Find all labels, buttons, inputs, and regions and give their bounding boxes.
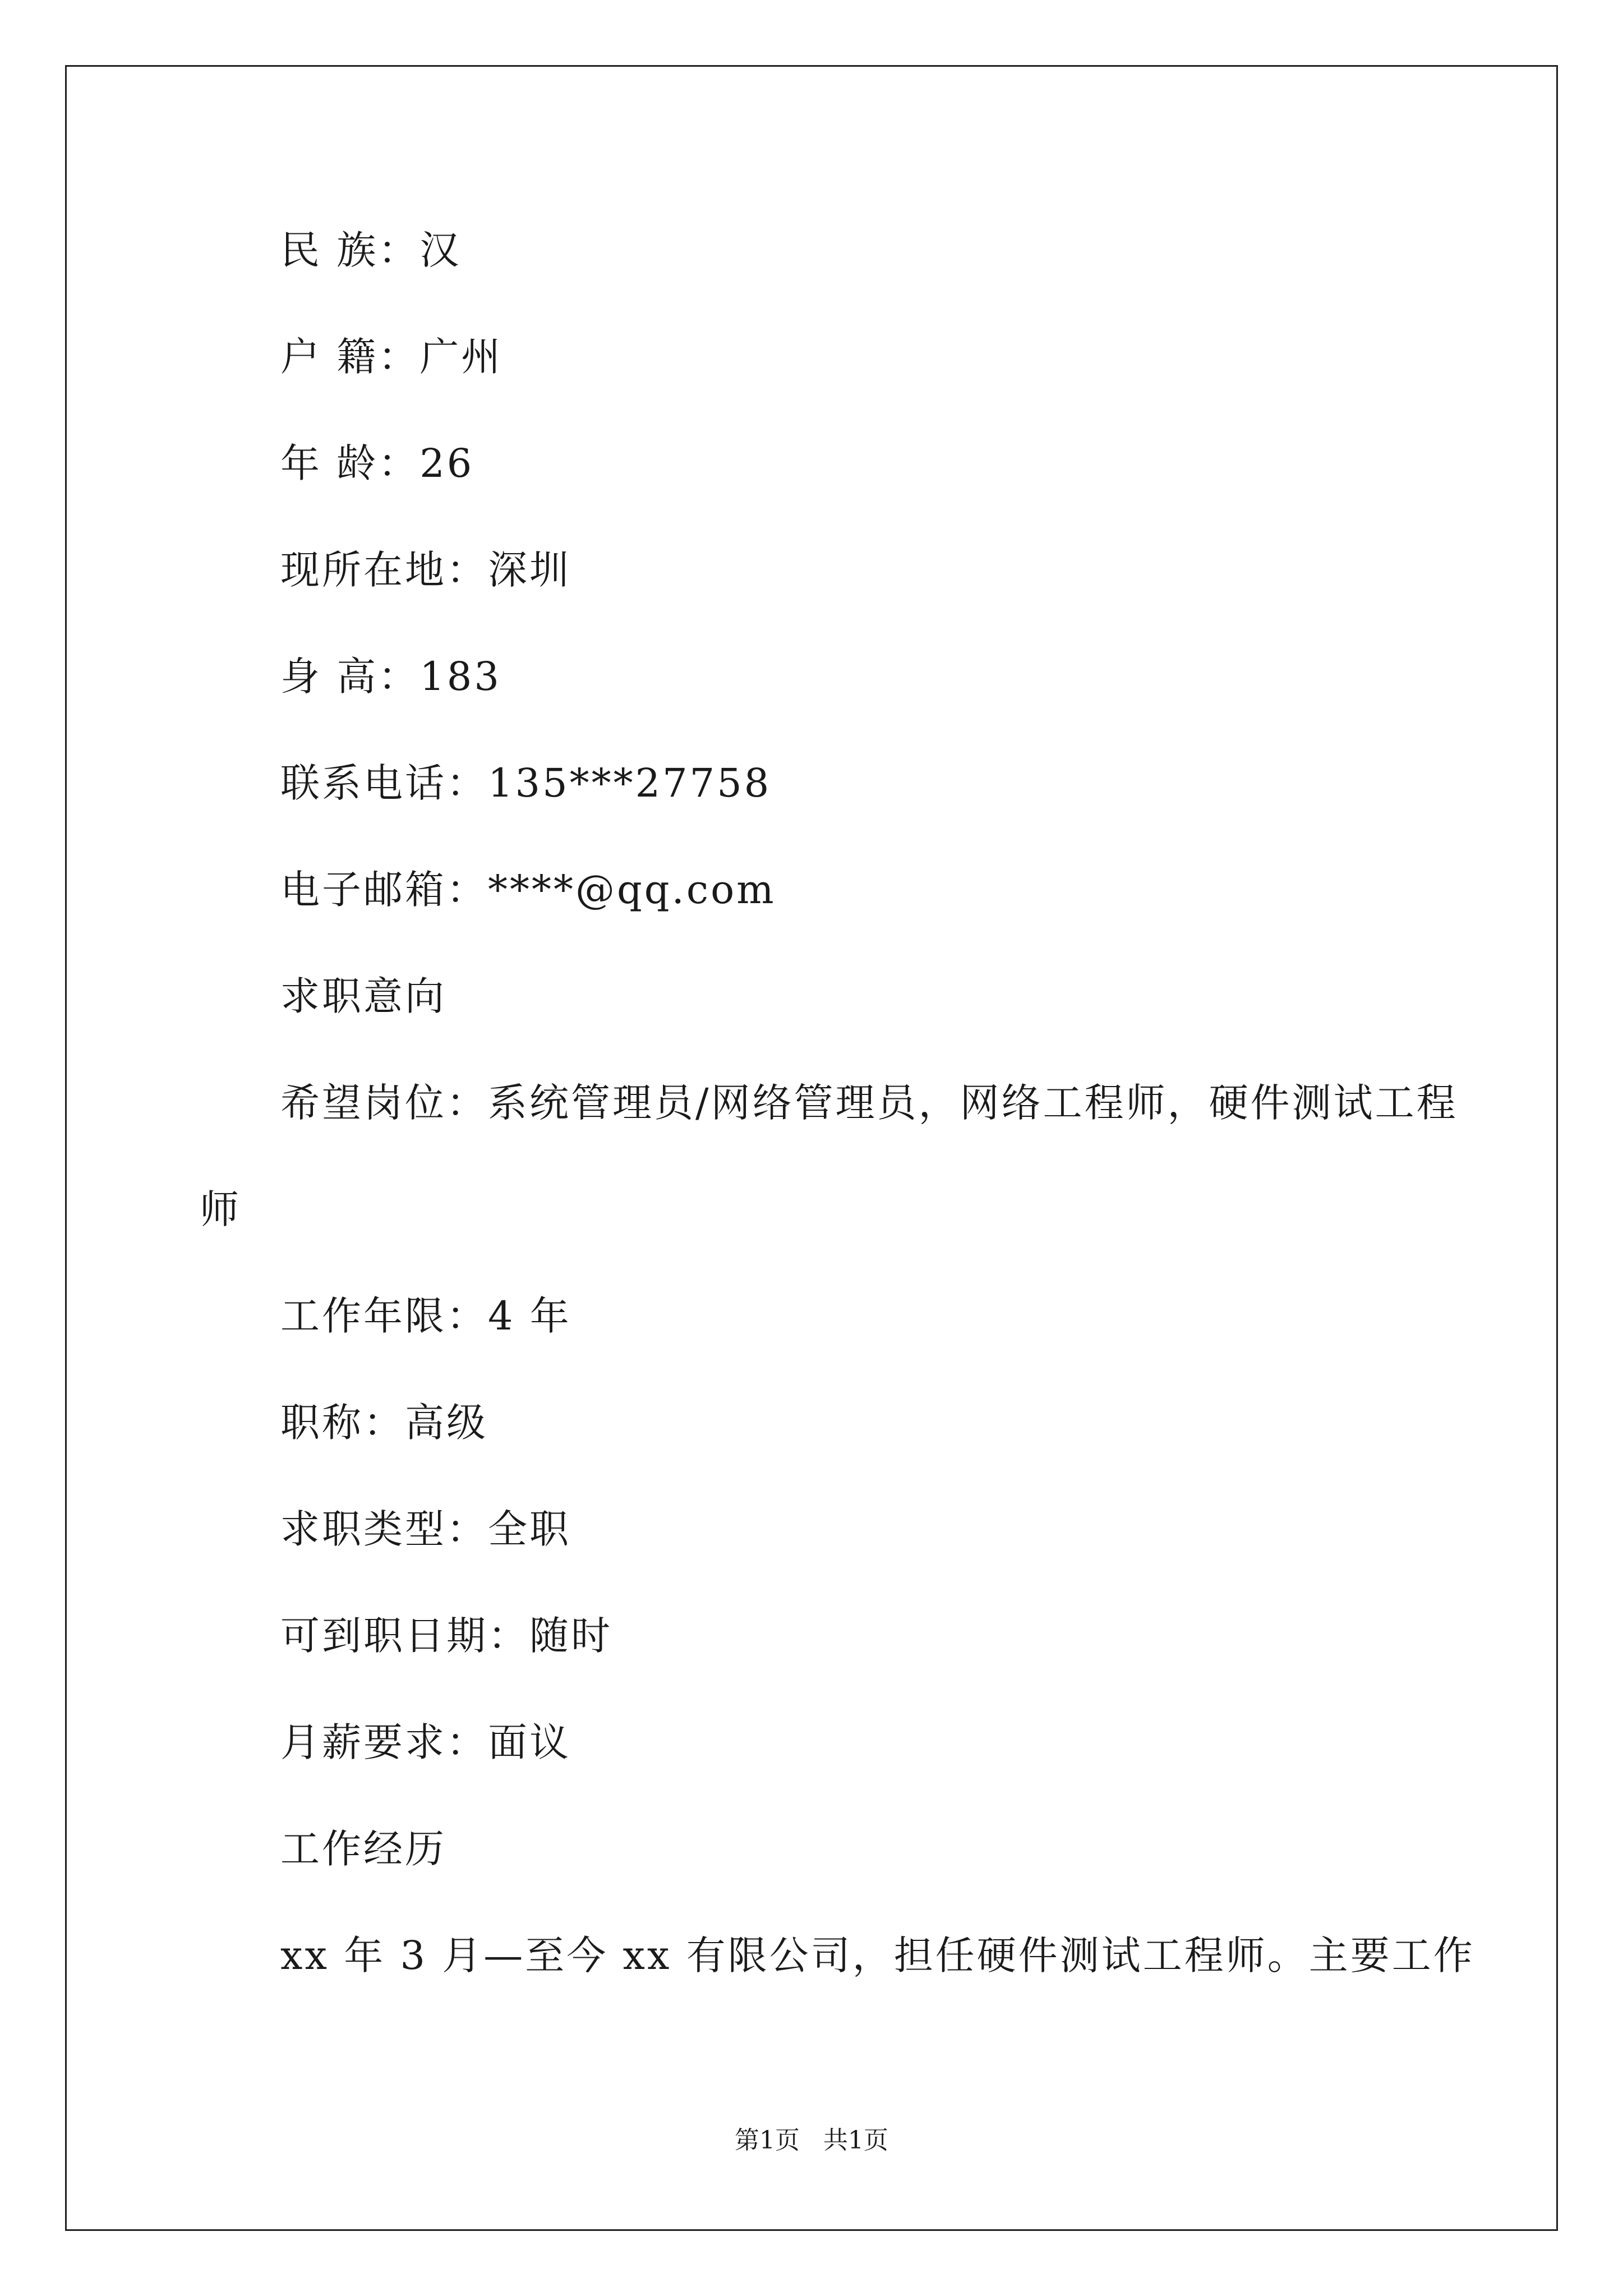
age-line: 年 龄：26 bbox=[280, 440, 474, 486]
desired-position-line: 希望岗位：系统管理员/网络管理员，网络工程师，硬件测试工程 bbox=[280, 1080, 1458, 1126]
email-line: 电子邮箱：****@qq.com bbox=[280, 867, 776, 913]
work-experience-entry-line: xx 年 3 月—至今 xx 有限公司，担任硬件测试工程师。主要工作 bbox=[280, 1932, 1475, 1978]
years-of-work-line: 工作年限：4 年 bbox=[280, 1293, 571, 1339]
work-experience-heading: 工作经历 bbox=[280, 1826, 446, 1872]
current-location-line: 现所在地：深圳 bbox=[280, 547, 571, 593]
household-registration-line: 户 籍：广州 bbox=[280, 334, 503, 380]
salary-requirement-line: 月薪要求：面议 bbox=[280, 1719, 571, 1765]
available-date-line: 可到职日期：随时 bbox=[280, 1613, 612, 1659]
phone-line: 联系电话：135***27758 bbox=[280, 760, 772, 806]
ethnicity-line: 民 族：汉 bbox=[280, 227, 462, 273]
desired-position-line-continued: 师 bbox=[200, 1186, 241, 1232]
job-type-line: 求职类型：全职 bbox=[280, 1506, 571, 1552]
job-title-line: 职称：高级 bbox=[280, 1400, 488, 1446]
page-number-footer: 第1页 共1页 bbox=[735, 2126, 888, 2155]
job-intention-heading: 求职意向 bbox=[280, 973, 446, 1019]
page-border bbox=[65, 65, 1558, 2231]
height-line: 身 高：183 bbox=[280, 654, 501, 700]
